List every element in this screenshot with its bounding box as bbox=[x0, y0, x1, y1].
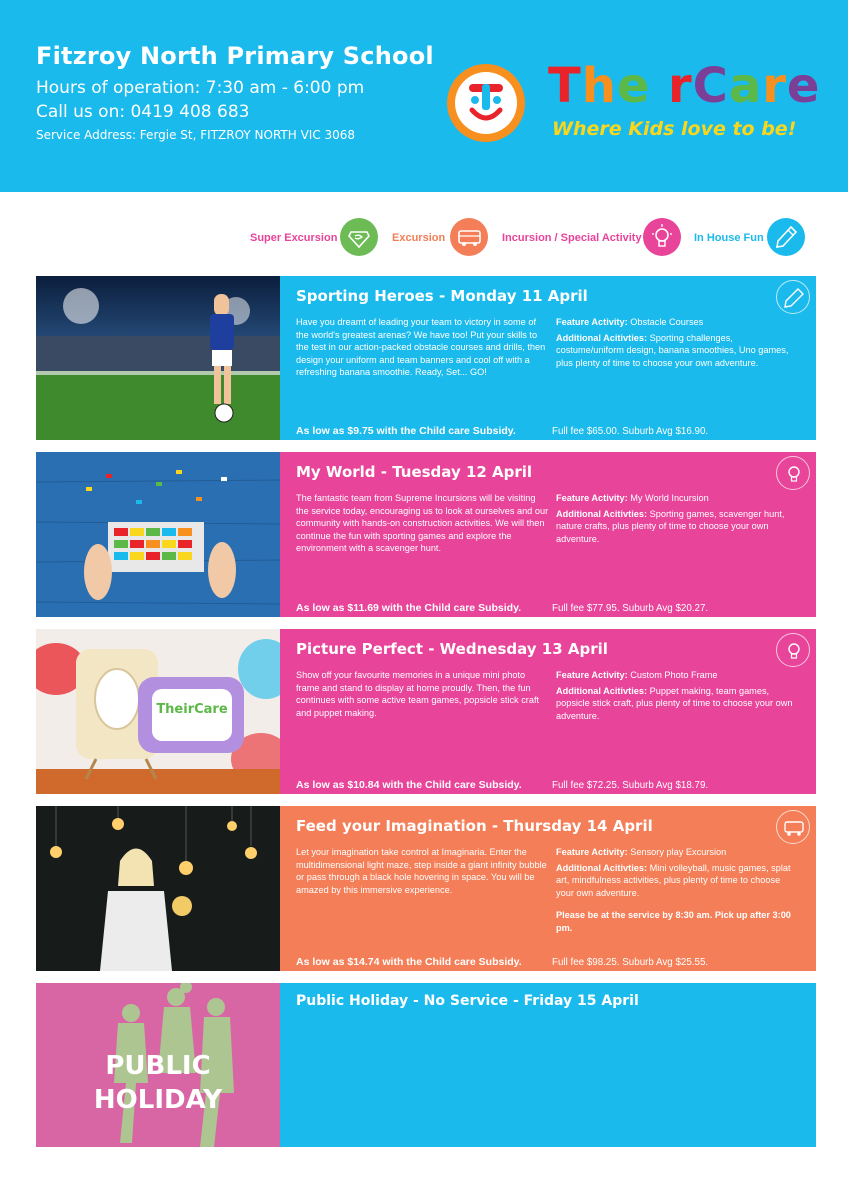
day-card-thursday bbox=[36, 806, 816, 971]
day-activities: Feature Activity: Sensory play Excursion Additional Acitivties: Mini volleyball, music games, splat art, mindfulness activities, plus plenty of time to choose your own adventure. Please be at the service by 8:30 am. Pick up after 3:00 pm. bbox=[556, 846, 800, 934]
full-fee: Full fee $72.25. Suburb Avg $18.79. bbox=[552, 780, 709, 791]
brand-letter: a bbox=[728, 58, 763, 114]
legend-label-excursion: Excursion bbox=[392, 232, 446, 244]
legend-label-super-excursion: Super Excursion bbox=[250, 232, 338, 244]
my-world-photo bbox=[36, 452, 280, 617]
brand-letter: r bbox=[762, 58, 787, 114]
drop-off-note: Please be at the service by 8:30 am. Pick up after 3:00 pm. bbox=[556, 910, 791, 933]
legend-label-in-house-fun: In House Fun bbox=[694, 232, 764, 244]
brand-letter: h bbox=[581, 58, 617, 114]
day-card-friday-holiday bbox=[36, 983, 816, 1147]
theircare-logo-icon bbox=[447, 64, 525, 142]
card-content bbox=[280, 983, 816, 1147]
pencil-icon bbox=[767, 218, 805, 256]
day-card-tuesday bbox=[36, 452, 816, 617]
full-fee: Full fee $65.00. Suburb Avg $16.90. bbox=[552, 426, 709, 437]
subsidy-price: As low as $9.75 with the Child care Subsidy. bbox=[296, 425, 516, 437]
header-banner bbox=[0, 0, 848, 192]
day-activities: Feature Activity: My World Incursion Additional Acitivties: Sporting games, scavenger hunt, nature crafts, plus plenty of time to choose your own adventure. bbox=[556, 493, 785, 544]
card-content bbox=[280, 276, 816, 440]
pencil-icon bbox=[776, 280, 810, 314]
day-title: Sporting Heroes - Monday 11 April bbox=[296, 287, 588, 305]
brand-letter: e bbox=[786, 58, 821, 114]
day-description: Show off your favourite memories in a unique mini photo frame and stand to display at home proudly. Then, the fun continues with some active team games, popsicle stick craft and puppet making. bbox=[296, 670, 540, 718]
card-content bbox=[280, 452, 816, 617]
public-holiday-word-2: HOLIDAY bbox=[93, 1085, 223, 1115]
picture-perfect-photo bbox=[36, 629, 280, 794]
sporting-heroes-photo bbox=[36, 276, 280, 440]
phone-number[interactable]: Call us on: 0419 408 683 bbox=[36, 102, 250, 122]
day-title: Public Holiday - No Service - Friday 15 April bbox=[296, 993, 639, 1009]
subsidy-price: As low as $14.74 with the Child care Subsidy. bbox=[296, 956, 522, 968]
public-holiday-image bbox=[36, 983, 280, 1147]
activity-legend bbox=[0, 216, 848, 256]
subsidy-price: As low as $11.69 with the Child care Subsidy. bbox=[296, 602, 522, 614]
card-content bbox=[280, 629, 816, 794]
brand-letter: r bbox=[667, 58, 693, 114]
bus-icon bbox=[776, 810, 810, 844]
service-address: Service Address: Fergie St, FITZROY NORTH VIC 3068 bbox=[36, 128, 356, 142]
card-content bbox=[280, 806, 816, 971]
theircare-wordmark bbox=[548, 58, 820, 114]
full-fee: Full fee $77.95. Suburb Avg $20.27. bbox=[552, 603, 709, 614]
day-card-wednesday bbox=[36, 629, 816, 794]
day-title: Feed your Imagination - Thursday 14 April bbox=[296, 817, 653, 835]
school-name: Fitzroy North Primary School bbox=[36, 42, 434, 70]
brand-letter: T bbox=[548, 58, 582, 114]
day-title: My World - Tuesday 12 April bbox=[296, 463, 533, 481]
brand-letter: C bbox=[692, 58, 729, 114]
imagination-photo bbox=[36, 806, 280, 971]
subsidy-price: As low as $10.84 with the Child care Subsidy. bbox=[296, 779, 522, 791]
day-title: Picture Perfect - Wednesday 13 April bbox=[296, 640, 608, 658]
bus-icon bbox=[450, 218, 488, 256]
day-activities: Feature Activity: Custom Photo Frame Additional Acitivties: Puppet making, team games, popsicle stick craft, plus plenty of time to choose your own adventure. bbox=[556, 670, 793, 721]
legend-label-incursion: Incursion / Special Activity bbox=[502, 232, 642, 244]
lightbulb-icon bbox=[643, 218, 681, 256]
full-fee: Full fee $98.25. Suburb Avg $25.55. bbox=[552, 957, 709, 968]
day-card-monday bbox=[36, 276, 816, 440]
lightbulb-icon bbox=[776, 456, 810, 490]
tagline: Where Kids love to be! bbox=[552, 118, 797, 140]
brand-letter: i bbox=[650, 58, 668, 114]
public-holiday-word-1: PUBLIC bbox=[105, 1051, 211, 1081]
day-description: Have you dreamt of leading your team to victory in some of the world's greatest arenas? We have too! Put your skills to the test in our action-packed obstacle courses and drills, then design your uniform and team banners and cool off with a refreshing banana smoothie. Ready, Set... GO! bbox=[296, 317, 546, 377]
day-description: Let your imagination take control at Imaginaria. Enter the multidimensional light maze, step inside a giant infinity bubble or pass through a black hole hovering in space. You will be amazed by this immersive experience. bbox=[296, 847, 547, 895]
photo-logo-text: TheirCare bbox=[156, 702, 228, 717]
lightbulb-icon bbox=[776, 633, 810, 667]
superhero-icon bbox=[340, 218, 378, 256]
brand-letter: e bbox=[616, 58, 651, 114]
hours-of-operation: Hours of operation: 7:30 am - 6:00 pm bbox=[36, 78, 365, 98]
day-description: The fantastic team from Supreme Incursions will be visiting the service today, encouraging us to look at ourselves and our community with hands-on construction activities. We will then continue the fun with sporting games and explore the environment with a scavenger hunt. bbox=[296, 493, 549, 553]
day-activities: Feature Activity: Obstacle Courses Additional Acitivties: Sporting challenges, costume/uniform design, banana smoothies, Uno games, plus plenty of time to choose your own adventure. bbox=[556, 317, 789, 368]
